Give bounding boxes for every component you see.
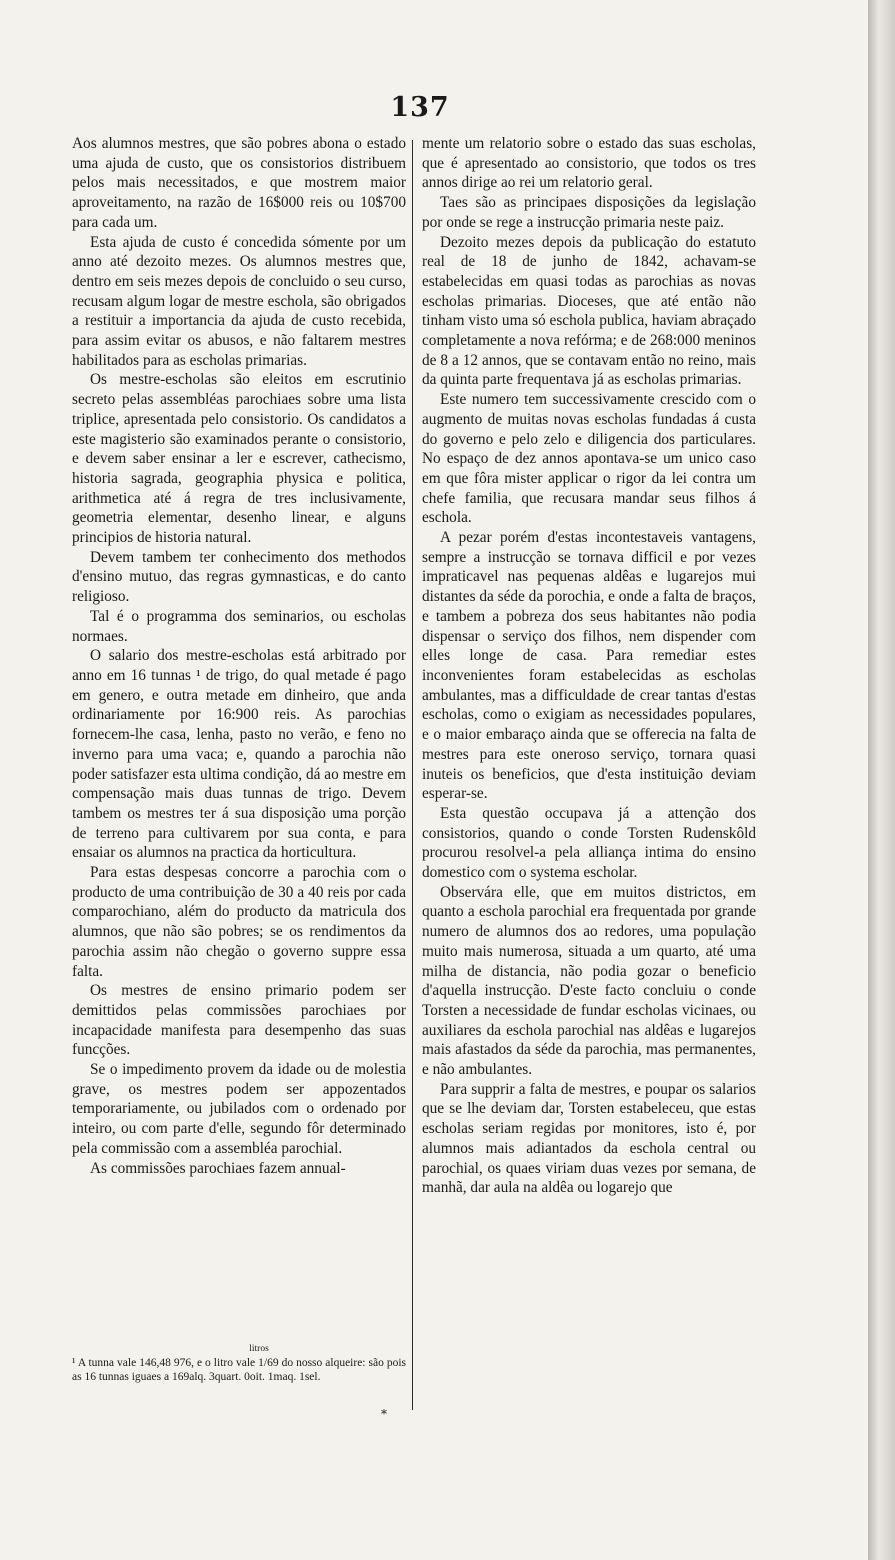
paragraph: Os mestre-escholas são eleitos em escrutinio secreto pelas assembléas parochiaes sobre uma lista triplice, apresentada pelo consistorio. Os candidatos a este magisterio são examinados perante o consistorio, e devem saber ensinar a ler e escrever, cathecismo, historia sagrada, geographia physica e politica, arithmetica até á regra de tres inclusivamente, geometria elementar, desenho linear, e alguns principios de historia natural. xyxy=(72,371,406,547)
signature-mark: * xyxy=(381,1407,387,1421)
page-edge xyxy=(868,0,895,1560)
paragraph: Devem tambem ter conhecimento dos methodos d'ensino mutuo, das regras gymnasticas, e do canto religioso. xyxy=(72,548,406,606)
paragraph: Se o impedimento provem da idade ou de molestia grave, os mestres podem ser appozentados temporariamente, ou jubilados com o ordenado por inteiro, ou com parte d'elle, segundo fôr determinado pela commissão com a assembléa parochial. xyxy=(72,1061,406,1157)
paragraph: As commissões parochiaes fazem annual- xyxy=(90,1159,346,1177)
paragraph: Tal é o programma dos seminarios, ou escholas normaes. xyxy=(72,607,406,645)
paragraph: Esta ajuda de custo é concedida sómente por um anno até dezoito mezes. Os alumnos mestres que, dentro em seis mezes depois de concluido o seu curso, recusam algum logar de mestre eschola, são obrigados a restituir a importancia da ajuda de custo recebida, para assim evitar os abusos, e não faltarem mestres habilitados para as escholas primarias. xyxy=(72,233,406,369)
paragraph: Aos alumnos mestres, que são pobres abona o estado uma ajuda de custo, que os consistorios distribuem pelos mais necessitados, e que mostrem maior aproveitamento, na razão de 16$000 reis ou 10$700 para cada um. xyxy=(72,135,406,231)
paragraph: Esta questão occupava já a attenção dos consistorios, quando o conde Torsten Rudenskôld procurou resolvel-a pela alliança intima do ensino domestico com o systema escholar. xyxy=(422,804,756,882)
page-number: 137 xyxy=(390,92,450,123)
column-divider xyxy=(412,140,413,1410)
paragraph: Taes são as principaes disposições da legislação por onde se rege a instrucção primaria neste paiz. xyxy=(422,194,756,231)
footnote xyxy=(72,1342,406,1384)
paragraph: mente um relatorio sobre o estado das suas escholas, que é apresentado ao consistorio, que todos os tres annos dirige ao rei um relatorio geral. xyxy=(422,135,756,192)
footnote-text: ¹ A tunna vale 146,48 976, e o litro vale 1/69 do nosso alqueire: são pois as 16 tunnas iguaes a 169alq. 3quart. 0oit. 1maq. 1sel. xyxy=(72,1357,406,1383)
paragraph: Dezoito mezes depois da publicação do estatuto real de 18 de junho de 1842, achavam-se estabelecidas em quasi todas as parochias as novas escholas primarias. Dioceses, que até então não tinham visto uma só eschola publica, haviam abraçado completamente a nova refórma; e de 268:000 meninos de 8 a 12 annos, que se contavam então no reino, mais da quinta parte frequentava já as escholas primarias. xyxy=(422,233,756,389)
paragraph: A pezar porém d'estas incontestaveis vantagens, sempre a instrucção se tornava difficil e por vezes impraticavel nas pequenas aldêas e lugarejos mui distantes da séde da porochia, e onde a falta de braços, e tambem a pobreza dos seus habitantes não podia dispensar o serviço dos filhos, nem dispender com elles longe de casa. Para remediar estes inconvenientes foram estabelecidas as escholas ambulantes, mas a difficuldade de crear tantas d'estas escholas, como o exigiam as necessidades populares, e o maior embaraço ainda que se offerecia na falta de mestres para este oneroso serviço, tornara quasi inuteis os beneficios, que d'esta instituição deviam esperar-se. xyxy=(422,529,756,803)
footnote-header: litros xyxy=(249,1344,269,1354)
paragraph: O salario dos mestre-escholas está arbitrado por anno em 16 tunnas ¹ de trigo, do qual metade é pago em genero, e outra metade em dinheiro, que anda ordinariamente por 16:900 reis. As parochias fornecem-lhe casa, lenha, pasto no verão, e feno no inverno para uma vaca; e, quando a parochia não poder satisfazer esta ultima condição, dá ao mestre em compensação mais duas tunnas de trigo. Devem tambem os mestres ter á sua disposição uma porção de terreno para cultivarem por sua conta, e para ensaiar os alumnos na practica da horticultura. xyxy=(72,647,406,862)
paragraph: Para estas despesas concorre a parochia com o producto de uma contribuição de 30 a 40 reis por cada comparochiano, além do producto da matricula dos alumnos, que não são pobres; se os rendimentos da parochia assim não chegão o governo suppre essa falta. xyxy=(72,864,406,980)
left-column xyxy=(72,134,406,1178)
paragraph: Este numero tem successivamente crescido com o augmento de muitas novas escholas fundadas á custa do governo e pelo zelo e diligencia dos particulares. No espaço de dez annos apontava-se um unico caso em que fôra mister applicar o rigor da lei contra um chefe familia, que recusara mandar seus filhos á eschola. xyxy=(422,391,756,527)
right-column xyxy=(422,134,756,1198)
paragraph: Os mestres de ensino primario podem ser demittidos pelas commissões parochiaes por incapacidade manifesta para desempenho das suas funcções. xyxy=(72,982,406,1059)
paragraph: Observára elle, que em muitos districtos, em quanto a eschola parochial era frequentada por grande numero de alumnos dos ao redores, uma população muito mais numerosa, situada a um quarto, até uma milha de distancia, não podia gozar o beneficio d'aquella instrucção. D'este facto concluiu o conde Torsten a necessidade de fundar escholas vicinaes, ou auxiliares da eschola parochial nas aldêas e lugarejos mais afastados da séde da parochia, mas permanentes, e não ambulantes. xyxy=(422,883,756,1079)
paragraph: Para supprir a falta de mestres, e poupar os salarios que se lhe deviam dar, Torsten estabeleceu, que estas escholas seriam regidas por monitores, isto é, por alumnos mais adiantados da eschola central ou parochial, os quaes viriam duas vezes por semana, de manhã, dar aula na aldêa ou logarejo que xyxy=(422,1080,756,1197)
